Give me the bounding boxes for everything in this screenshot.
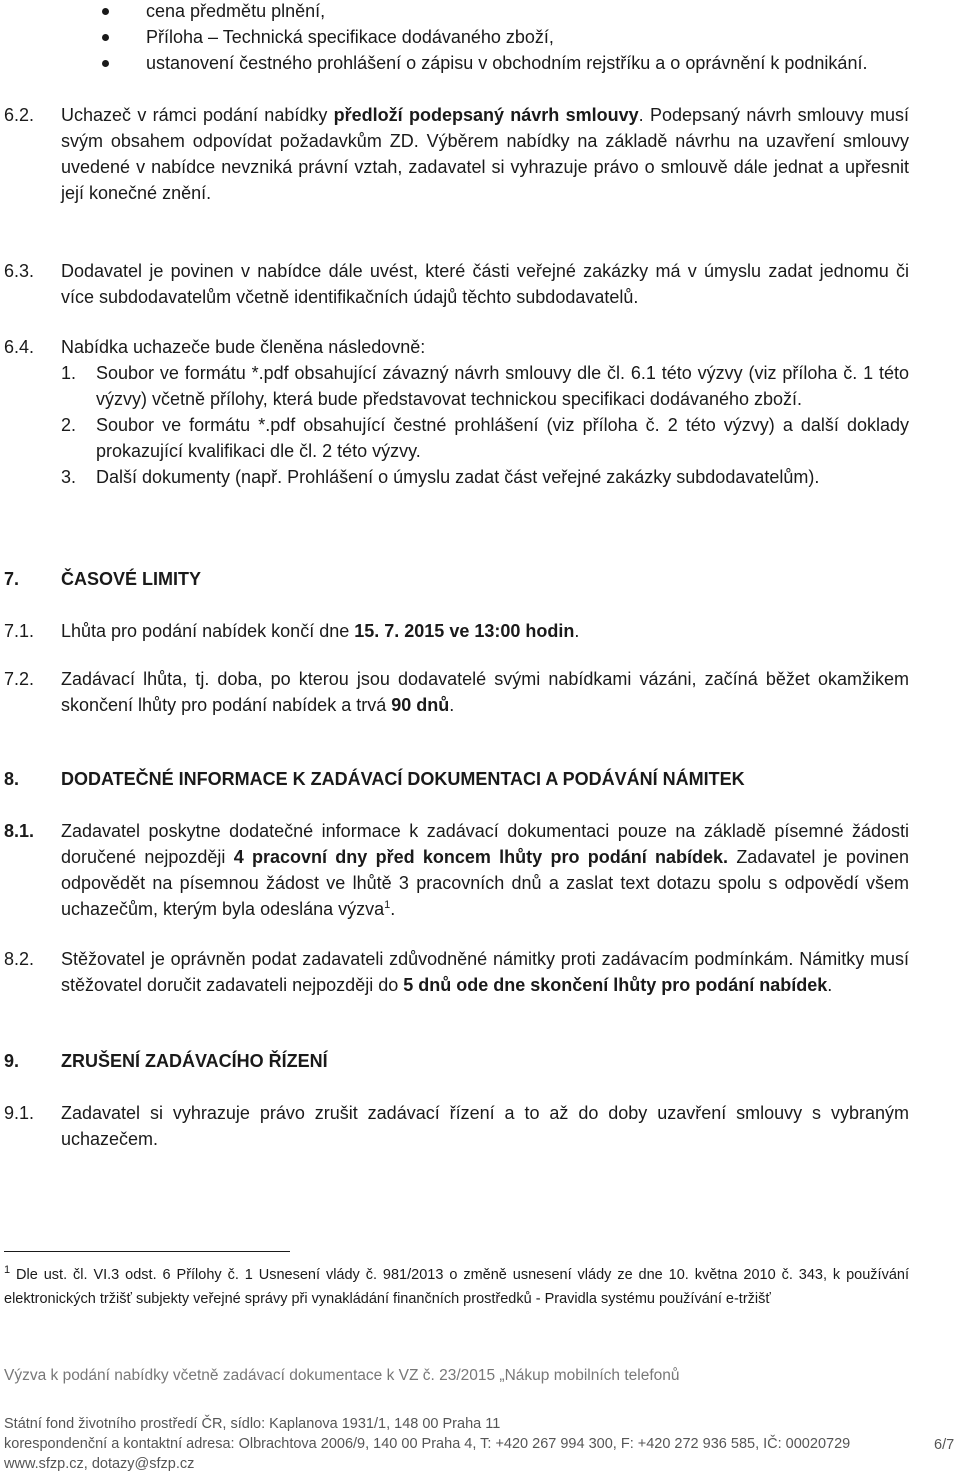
section-7-2 — [4, 666, 909, 718]
section-body — [61, 818, 909, 922]
item-number: 3. — [61, 467, 77, 487]
section-6-3 — [4, 258, 909, 310]
section-body — [61, 334, 909, 490]
organization-footer — [4, 1414, 850, 1474]
section-number: 9. — [4, 1051, 20, 1071]
item-number: 1. — [61, 363, 77, 383]
section-number: 7.2. — [4, 669, 35, 689]
heading-title: ČASOVÉ LIMITY — [61, 569, 202, 589]
section-body: Zadavatel si vyhrazuje právo zrušit zadávací řízení a to až do doby uzavření smlouvy s vybraným uchazečem. — [61, 1103, 909, 1149]
list-item — [61, 464, 909, 490]
footnote-divider — [4, 1251, 290, 1252]
heading-title: ZRUŠENÍ ZADÁVACÍHO ŘÍZENÍ — [61, 1051, 328, 1071]
text: Zadávací lhůta, tj. doba, po kterou jsou dodavatelé svými nabídkami vázáni, začíná běžet okamžikem skončení lhůty pro podání nabídek a trvá — [61, 669, 909, 715]
text: . — [390, 899, 396, 919]
section-number: 7.1. — [4, 621, 35, 641]
section-number: 9.1. — [4, 1103, 35, 1123]
section-number: 8.1. — [4, 821, 35, 841]
section-body — [61, 666, 909, 718]
document-footer: Výzva k podání nabídky včetně zadávací dokumentace k VZ č. 23/2015 „Nákup mobilních telefonů — [4, 1367, 680, 1384]
org-web: www.sfzp.cz, dotazy@sfzp.cz — [4, 1456, 195, 1472]
item-text: Soubor ve formátu *.pdf obsahující závazný návrh smlouvy dle čl. 6.1 této výzvy (viz příloha č. 1 této výzvy) včetně přílohy, která bude představovat technickou specifikaci dodávaného zboží. — [96, 363, 909, 409]
section-number: 7. — [4, 569, 20, 589]
text: Uchazeč v rámci podání nabídky — [61, 105, 334, 125]
text: . Podepsaný návrh smlouvy musí svým obsahem odpovídat požadavkům ZD. Výběrem nabídky na základě návrhu na uzavření smlouvy uvedené v nabídce nevzniká právní vztah, zadavatel si vyhrazuje právo o smlouvě dále jednat a upřesnit její konečné znění. — [61, 105, 909, 203]
list-item: Příloha – Technická specifikace dodávaného zboží, — [100, 24, 910, 50]
list-item — [61, 412, 909, 464]
section-8-2 — [4, 946, 909, 998]
footnote-reference: 1 — [384, 899, 391, 911]
bold-text: 5 dnů ode dne skončení lhůty pro podání nabídek — [403, 975, 828, 995]
bold-text: 15. 7. 2015 ve 13:00 hodin — [354, 621, 575, 641]
bold-text: 4 pracovní dny před koncem lhůty pro podání nabídek. — [233, 847, 729, 867]
section-8-1 — [4, 818, 909, 922]
bullet-list — [100, 0, 910, 76]
text: Lhůta pro podání nabídek končí dne — [61, 621, 355, 641]
list-item: cena předmětu plnění, — [100, 0, 910, 24]
text: Stěžovatel je oprávněn podat zadavateli zdůvodněné námitky proti zadávacím podmínkám. Námitky musí stěžovatel doručit zadavateli nejpozději do — [61, 949, 909, 995]
item-text: Další dokumenty (např. Prohlášení o úmyslu zadat část veřejné zakázky subdodavatelům). — [96, 467, 820, 487]
section-9-1 — [4, 1100, 909, 1152]
text: Zadavatel poskytne dodatečné informace k zadávací dokumentaci pouze na základě písemné žádosti doručené nejpozději — [61, 821, 909, 867]
section-number: 8.2. — [4, 949, 35, 969]
footnote-text: Dle ust. čl. VI.3 odst. 6 Přílohy č. 1 Usnesení vlády č. 981/2013 o změně usnesení vlády ze dne 10. května 2010 č. 343, k používání elektronických tržišť subjekty veřejné správy při vynakládání finančních prostředků - Pravidla systému používání e-tržišť — [4, 1267, 909, 1307]
org-contact: korespondenční a kontaktní adresa: Olbrachtova 2006/9, 140 00 Praha 4, T: +420 267 994 300, F: +420 272 936 585, IČ: 00020729 — [4, 1436, 851, 1452]
list-item: ustanovení čestného prohlášení o zápisu v obchodním rejstříku a o oprávnění k podnikání. — [100, 50, 910, 76]
item-number: 2. — [61, 415, 77, 435]
heading-8 — [4, 766, 909, 792]
text: . — [574, 621, 580, 641]
bold-text: předloží podepsaný návrh smlouvy — [333, 105, 639, 125]
section-6-2 — [4, 102, 909, 206]
list-item — [61, 360, 909, 412]
heading-7 — [4, 566, 909, 592]
page-number: 6/7 — [934, 1437, 955, 1453]
section-intro: Nabídka uchazeče bude členěna následovně: — [61, 337, 426, 357]
section-body — [61, 618, 909, 644]
item-text: Soubor ve formátu *.pdf obsahující čestné prohlášení (viz příloha č. 2 této výzvy) a další doklady prokazující kvalifikaci dle čl. 2 této výzvy. — [96, 415, 909, 461]
section-number: 6.3. — [4, 261, 35, 281]
text: . — [827, 975, 833, 995]
section-body: Dodavatel je povinen v nabídce dále uvést, které části veřejné zakázky má v úmyslu zadat jednomu či více subdodavatelům včetně identifikačních údajů těchto subdodavatelů. — [61, 261, 909, 307]
heading-9 — [4, 1048, 909, 1074]
bold-text: 90 dnů — [391, 695, 450, 715]
section-body — [61, 946, 909, 998]
section-number: 6.2. — [4, 105, 35, 125]
heading-title: DODATEČNÉ INFORMACE K ZADÁVACÍ DOKUMENTACI A PODÁVÁNÍ NÁMITEK — [61, 769, 745, 789]
section-number: 8. — [4, 769, 20, 789]
org-address: Státní fond životního prostředí ČR, sídlo: Kaplanova 1931/1, 148 00 Praha 11 — [4, 1416, 501, 1432]
footnote — [4, 1263, 909, 1311]
text: Zadavatel je povinen odpovědět na písemnou žádost ve lhůtě 3 pracovních dnů a zaslat text dotazu spolu s odpovědí všem uchazečům, kterým byla odeslána výzva — [61, 847, 909, 919]
section-7-1 — [4, 618, 909, 644]
text: . — [449, 695, 455, 715]
section-body — [61, 102, 909, 206]
footnote-mark: 1 — [4, 1264, 11, 1277]
section-number: 6.4. — [4, 337, 35, 357]
section-6-4 — [4, 334, 909, 490]
